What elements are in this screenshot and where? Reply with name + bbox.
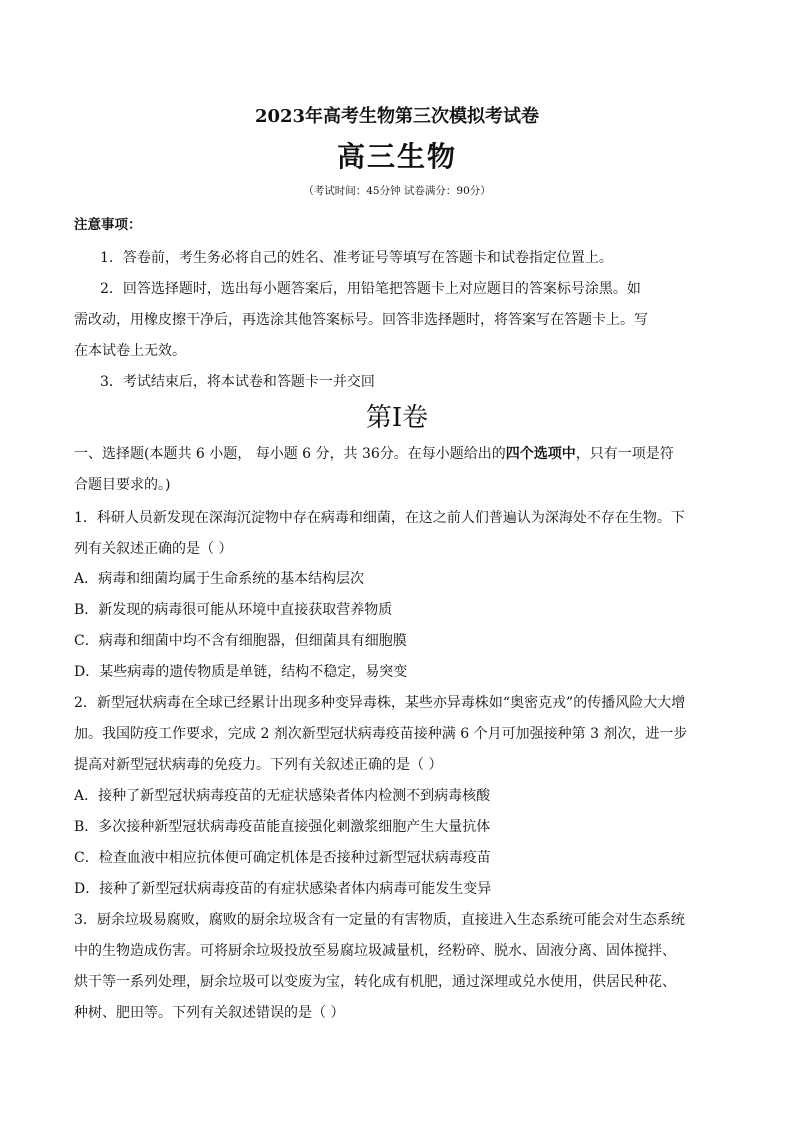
q2-option-c: C．检查血液中相应抗体便可确定机体是否接种过新型冠状病毒疫苗 <box>74 850 491 866</box>
q1-stem-line-2: 列有关叙述正确的是（ ） <box>74 541 233 557</box>
notice-item-1: 1．答卷前，考生务必将自己的姓名、准考证号等填写在答题卡和试卷指定位置上。 <box>100 250 613 266</box>
q3-stem-line-4: 种树、肥田等。下列有关叙述错误的是（ ） <box>74 1005 345 1021</box>
q1-option-b: B．新发现的病毒很可能从环境中直接获取营养物质 <box>74 602 393 618</box>
notice-item-2-line-2: 需改动，用橡皮擦干净后，再选涂其他答案标号。回答非选择题时，将答案写在答题卡上。写 <box>74 312 648 328</box>
q2-stem-line-2: 加。我国防疫工作要求，完成 2 剂次新型冠状病毒疫苗接种满 6 个月可加强接种第 3 剂次，进一步 <box>74 726 688 742</box>
section-intro-text-c: ，只有一项是符 <box>575 446 674 462</box>
q1-option-c: C．病毒和细菌中均不含有细胞器，但细菌具有细胞膜 <box>74 633 407 649</box>
q3-stem-line-2: 中的生物造成伤害。可将厨余垃圾投放至易腐垃圾减量机，经粉碎、脱水、固液分离、固体搅拌、 <box>74 943 676 959</box>
q1-stem-line-1: 1．科研人员新发现在深海沉淀物中存在病毒和细菌，在这之前人们普遍认为深海处不存在生物。下 <box>74 510 685 526</box>
section-intro-text-a: 一、选择题(本题共 6 小题， 每小题 6 分，共 36分。在每小题给出的 <box>74 446 506 462</box>
q3-stem-line-3: 烘干等一系列处理，厨余垃圾可以变废为宝，转化成有机肥，通过深埋或兑水使用，供居民种花、 <box>74 974 676 990</box>
q2-stem-line-3: 提高对新型冠状病毒的免疫力。下列有关叙述正确的是（ ） <box>74 757 443 773</box>
section-intro-emphasis: 四个选项中 <box>505 446 576 462</box>
q2-option-a: A．接种了新型冠状病毒疫苗的无症状感染者体内检测不到病毒核酸 <box>74 788 491 804</box>
section-intro-line-1 <box>74 445 674 463</box>
q1-option-d: D．某些病毒的遗传物质是单链，结构不稳定，易突变 <box>74 664 408 680</box>
exam-title: 2023年高考生物第三次模拟考试卷 <box>254 106 540 127</box>
notice-item-2-line-1: 2．回答选择题时，选出每小题答案后，用铅笔把答题卡上对应题目的答案标号涂黑。如 <box>100 281 641 297</box>
section-title: 第Ⅰ卷 <box>365 403 429 433</box>
exam-subtitle: 高三生物 <box>336 140 457 173</box>
notice-heading: 注意事项： <box>74 217 142 233</box>
q2-option-d: D．接种了新型冠状病毒疫苗的有症状感染者体内病毒可能发生变异 <box>74 881 492 897</box>
q3-stem-line-1: 3．厨余垃圾易腐败，腐败的厨余垃圾含有一定量的有害物质，直接进入生态系统可能会对生态系统 <box>74 912 685 928</box>
notice-item-2-line-3: 在本试卷上无效。 <box>74 343 186 359</box>
q1-option-a: A．病毒和细菌均属于生命系统的基本结构层次 <box>74 571 365 587</box>
q2-stem-line-1: 2．新型冠状病毒在全球已经累计出现多种变异毒株，某些亦异毒株如“奥密克戎”的传播风险大大增 <box>74 695 686 711</box>
notice-item-3: 3．考试结束后，将本试卷和答题卡一并交回 <box>100 374 375 390</box>
exam-meta: （考试时间：45分钟 试卷满分：90分） <box>303 185 491 197</box>
q2-option-b: B．多次接种新型冠状病毒疫苗能直接强化刺激浆细胞产生大量抗体 <box>74 819 491 835</box>
section-intro-line-2: 合题目要求的。) <box>74 477 171 493</box>
